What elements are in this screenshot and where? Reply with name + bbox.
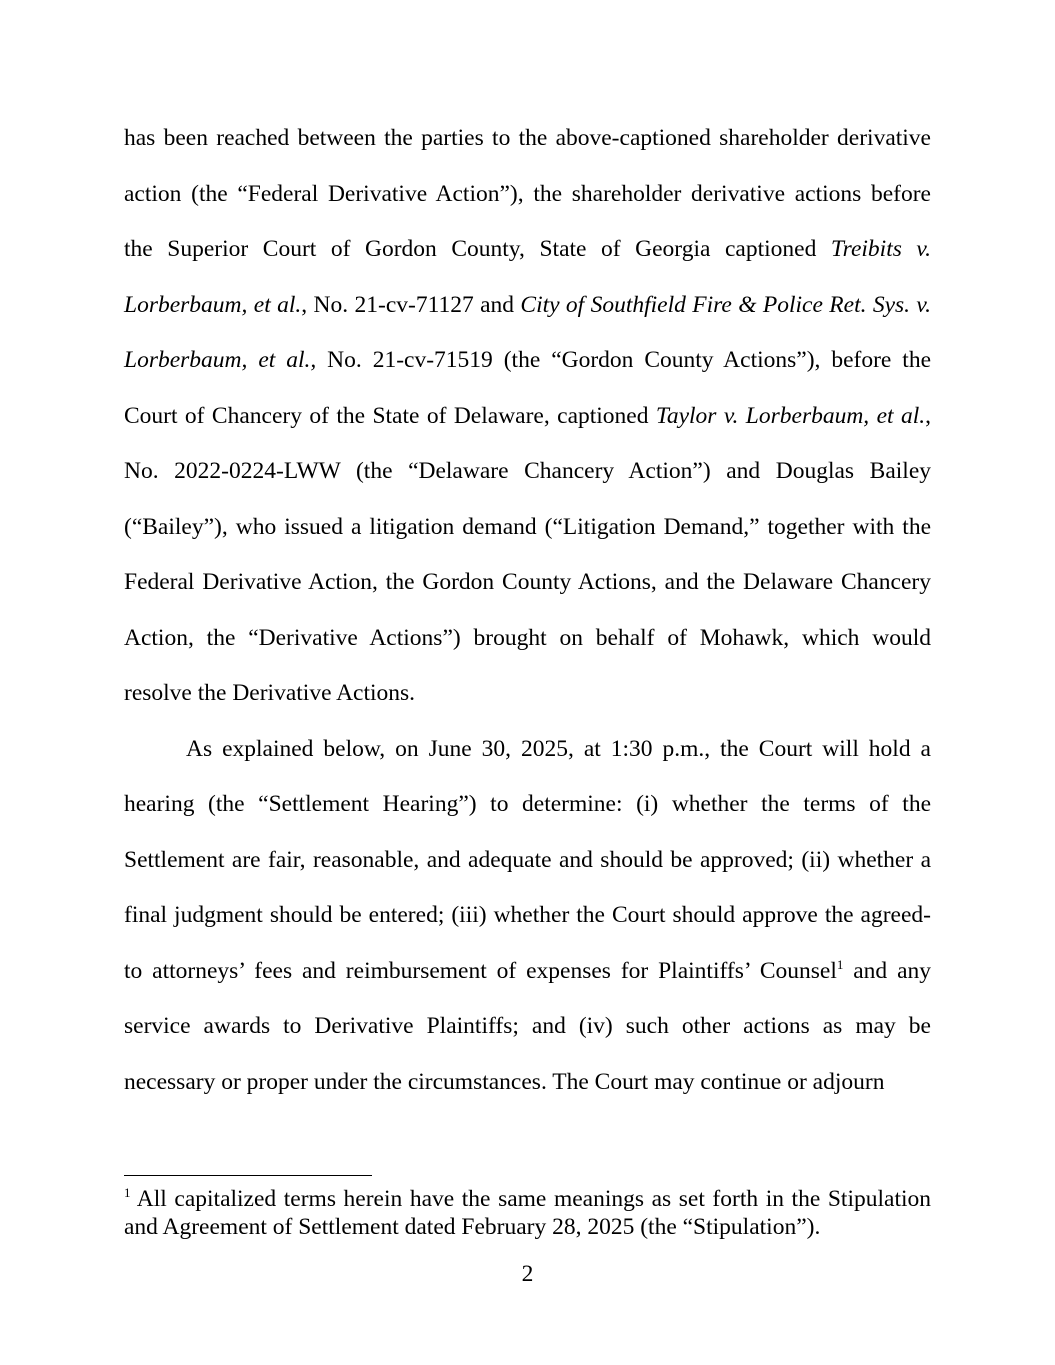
paragraph-settlement-hearing bbox=[124, 722, 931, 1111]
page-number: 2 bbox=[521, 1261, 534, 1287]
footnote-reference: 1 bbox=[836, 956, 844, 972]
paragraph-text: has been reached between the parties to the above-captioned shareholder derivative action (the “Federal Derivative Action”), the shareholder derivative actions before the Superior Court of Gordon County, State of Georgia captioned bbox=[124, 125, 931, 262]
paragraph-text: , No. 2022-0224-LWW (the “Delaware Chancery Action”) and Douglas Bailey (“Bailey”), who issued a litigation demand (“Litigation Demand,” together with the Federal Derivative Action, the Gordon County Actions, and the Delaware Chancery Action, the “Derivative Actions”) brought on behalf of Mohawk, which would resolve the Derivative Actions. bbox=[124, 402, 931, 706]
footnote-marker: 1 bbox=[124, 1185, 131, 1201]
body-text bbox=[124, 111, 931, 1110]
paragraph-text: and any service awards to Derivative Plaintiffs; and (iv) such other actions as may be necessary or proper under the circumstances. The Court may continue or adjourn bbox=[124, 957, 931, 1095]
case-caption-southfield: City of Southfield Fire & Police Ret. Sys. v. Lorberbaum, et al., bbox=[124, 291, 931, 373]
footnote bbox=[124, 1185, 931, 1241]
paragraph-text: As explained below, on June 30, 2025, at 1:30 p.m., the Court will hold a hearing (the “Settlement Hearing”) to determine: (i) whether the terms of the Settlement are fair, reasonable, and adequate and should be approved; (ii) whether a final judgment should be entered; (iii) whether the Court should approve the agreed-to attorneys’ fees and reimbursement of expenses for Plaintiffs’ Counsel bbox=[124, 735, 931, 984]
footnote-text: All capitalized terms herein have the same meanings as set forth in the Stipulation and Agreement of Settlement dated February 28, 2025 (the “Stipulation”). bbox=[124, 1186, 931, 1240]
case-caption-taylor: Taylor v. Lorberbaum, et al. bbox=[655, 402, 926, 429]
paragraph-text: No. 21-cv-71519 (the “Gordon County Actions”), before the Court of Chancery of the State of Delaware, captioned bbox=[124, 347, 932, 429]
footnote-separator bbox=[124, 1175, 372, 1176]
paragraph-settlement-parties bbox=[124, 111, 931, 722]
case-caption-treibits: Treibits v. Lorberbaum, et al. bbox=[124, 236, 931, 318]
paragraph-text: , No. 21-cv-71127 and bbox=[301, 291, 521, 318]
